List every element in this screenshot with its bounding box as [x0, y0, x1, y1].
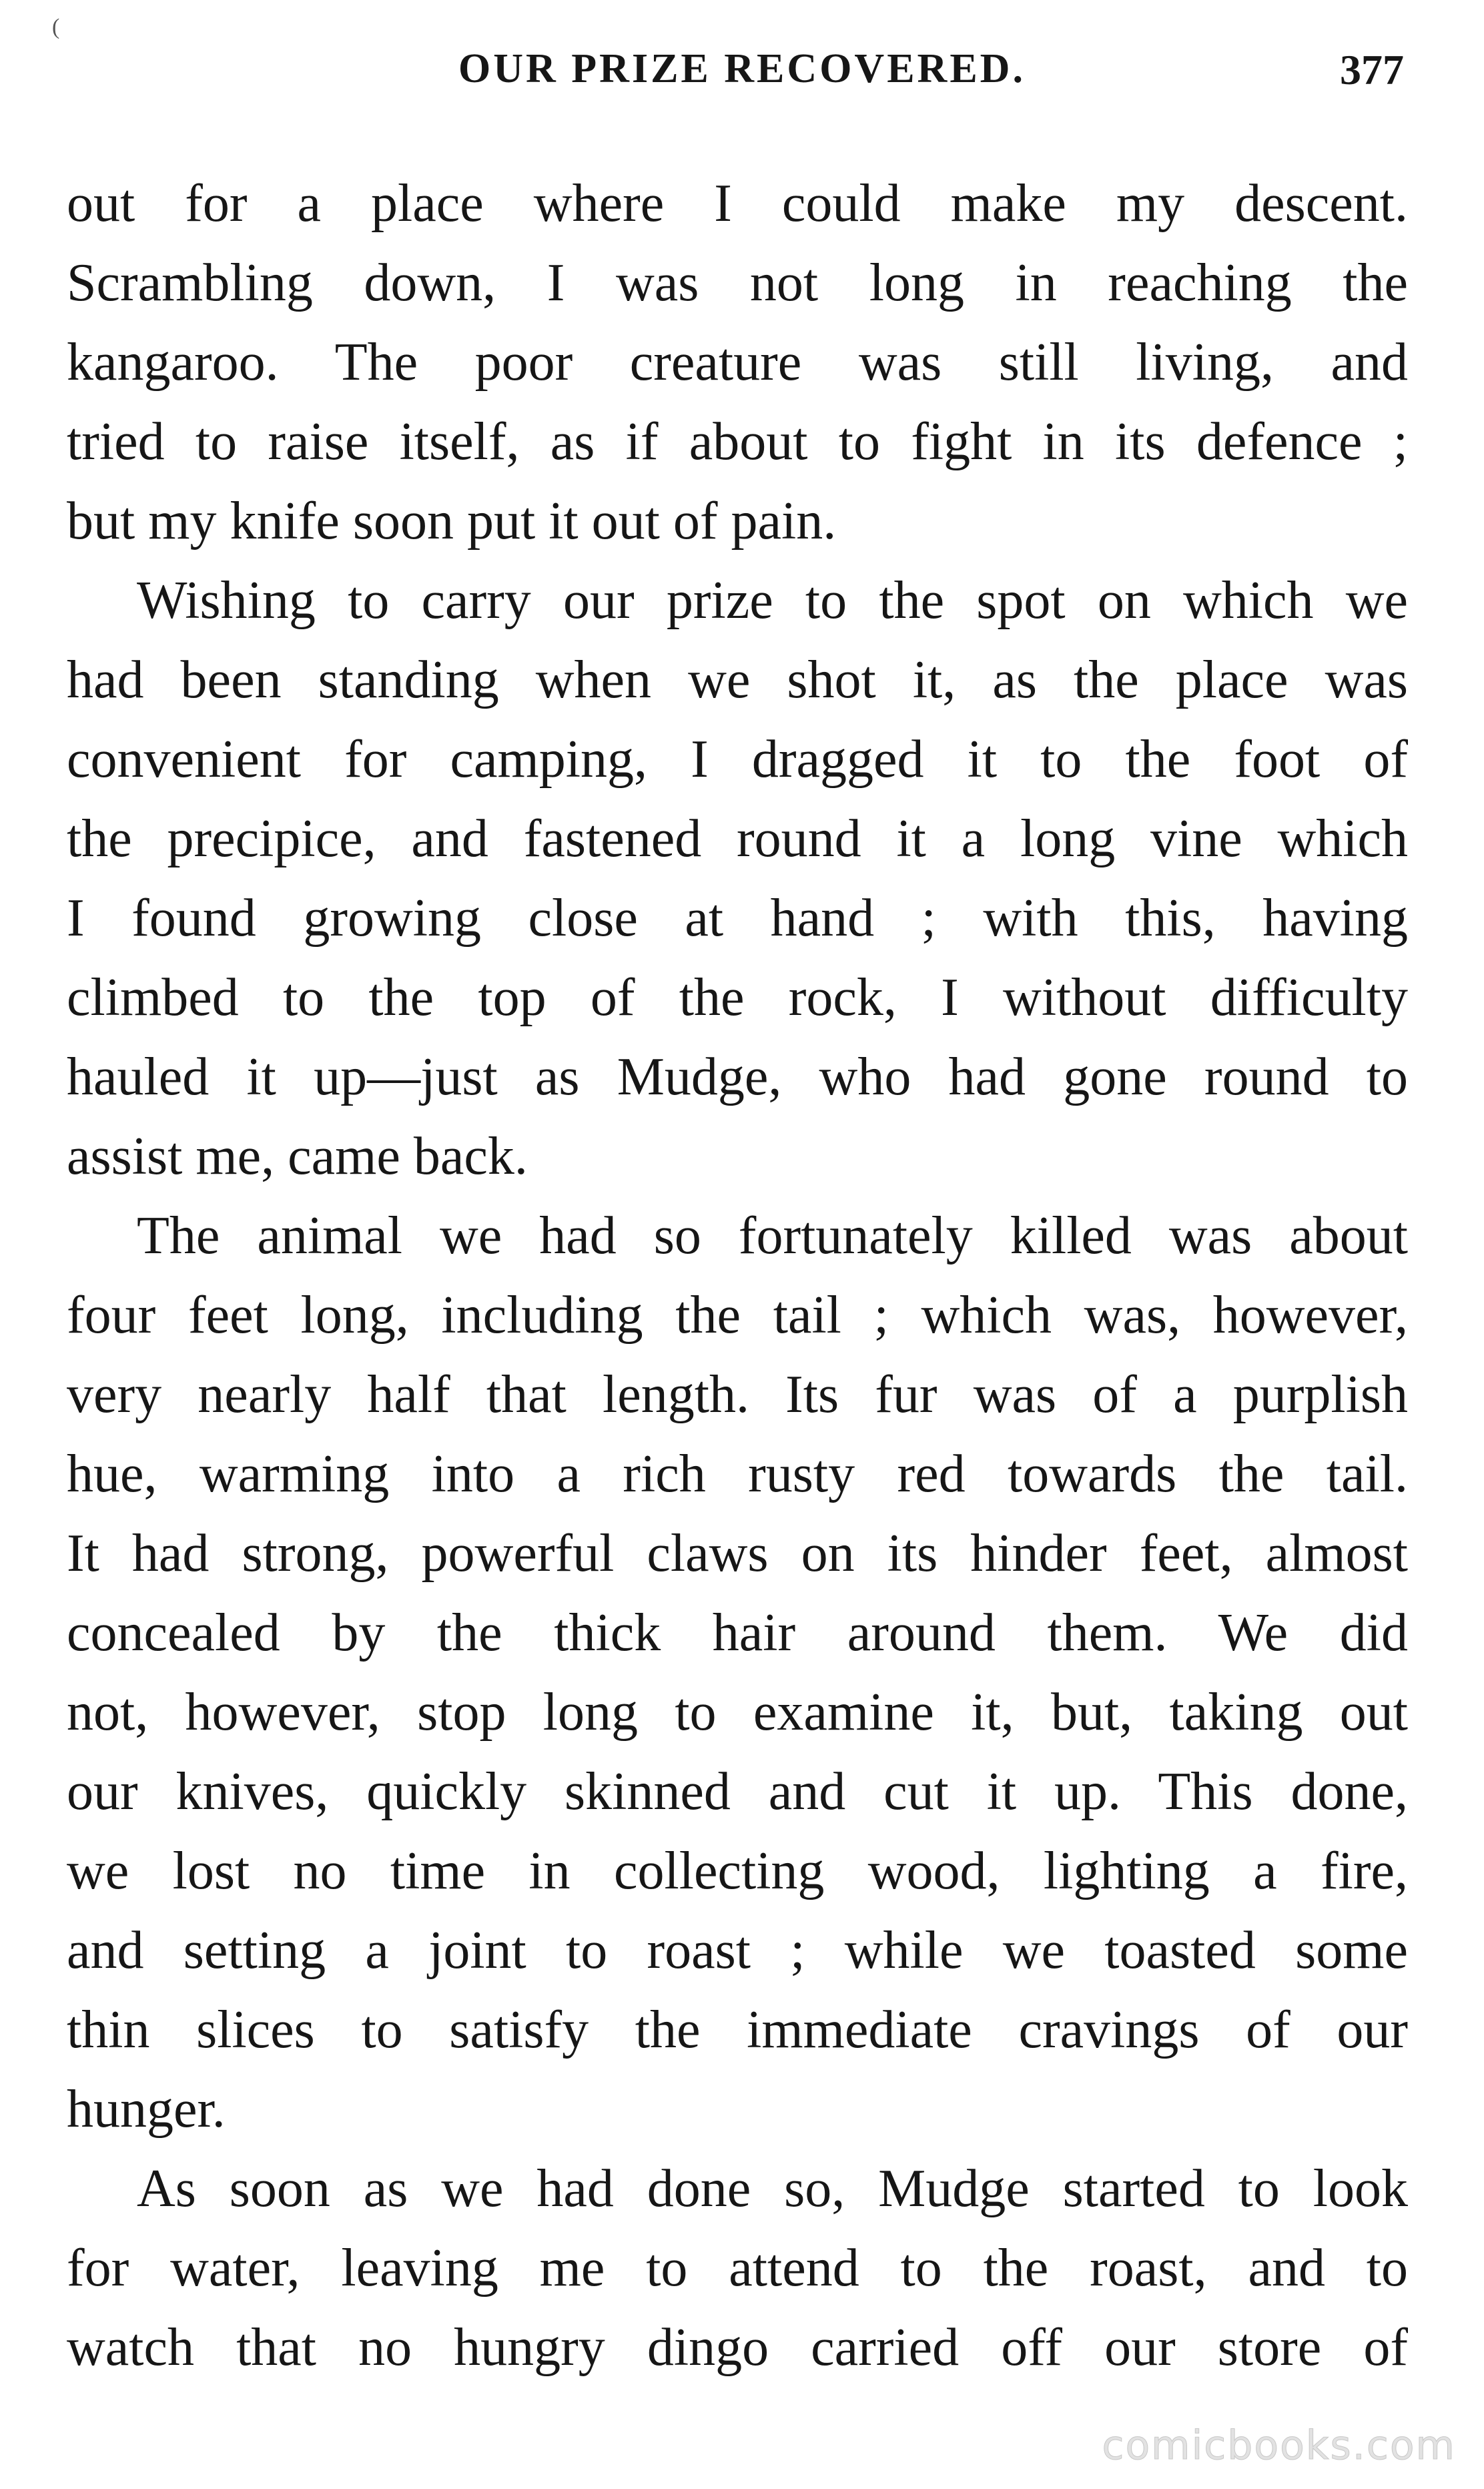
- text-line: four feet long, including the tail ; which was, however,: [67, 1286, 1408, 1345]
- text-line: Scrambling down, I was not long in reaching the: [67, 254, 1408, 312]
- text-line: I found growing close at hand ; with this, having: [67, 889, 1408, 948]
- text-line: hue, warming into a rich rusty red towards the tail.: [67, 1445, 1408, 1503]
- page-number: 377: [1340, 46, 1404, 93]
- text-line: tried to raise itself, as if about to fight in its defence ;: [67, 412, 1408, 471]
- text-line: It had strong, powerful claws on its hinder feet, almost: [67, 1524, 1408, 1583]
- text-line: The animal we had so fortunately killed was about: [137, 1206, 1408, 1265]
- text-line: very nearly half that length. Its fur was of a purplish: [67, 1365, 1408, 1424]
- text-line: As soon as we had done so, Mudge started to look: [137, 2159, 1408, 2218]
- text-line: kangaroo. The poor creature was still living, and: [67, 333, 1408, 392]
- text-line: thin slices to satisfy the immediate cravings of our: [67, 2001, 1408, 2059]
- text-line: not, however, stop long to examine it, but, taking out: [67, 1683, 1408, 1742]
- text-line: our knives, quickly skinned and cut it up. This done,: [67, 1762, 1408, 1821]
- text-line: out for a place where I could make my descent.: [67, 174, 1408, 233]
- corner-mark: (: [52, 15, 60, 39]
- text-line: and setting a joint to roast ; while we toasted some: [67, 1921, 1408, 1980]
- watermark-text: comicbooks.com: [1102, 2422, 1456, 2469]
- text-line: hauled it up—just as Mudge, who had gone round to: [67, 1048, 1408, 1106]
- text-line: assist me, came back.: [67, 1127, 528, 1186]
- body-text: [67, 164, 1408, 2388]
- text-line: we lost no time in collecting wood, lighting a fire,: [67, 1842, 1408, 1900]
- text-line: had been standing when we shot it, as the place was: [67, 651, 1408, 709]
- text-line: the precipice, and fastened round it a long vine which: [67, 809, 1408, 868]
- text-line: climbed to the top of the rock, I without difficulty: [67, 968, 1408, 1027]
- running-title: OUR PRIZE RECOVERED.: [458, 46, 1026, 91]
- text-line: convenient for camping, I dragged it to the foot of: [67, 730, 1408, 789]
- text-line: concealed by the thick hair around them. We did: [67, 1604, 1408, 1662]
- text-line: watch that no hungry dingo carried off our store of: [67, 2318, 1408, 2377]
- text-line: Wishing to carry our prize to the spot on which we: [137, 571, 1408, 630]
- text-line: hunger.: [67, 2080, 226, 2139]
- text-line: for water, leaving me to attend to the roast, and to: [67, 2239, 1408, 2297]
- running-head: [0, 45, 1484, 105]
- text-line: but my knife soon put it out of pain.: [67, 492, 837, 551]
